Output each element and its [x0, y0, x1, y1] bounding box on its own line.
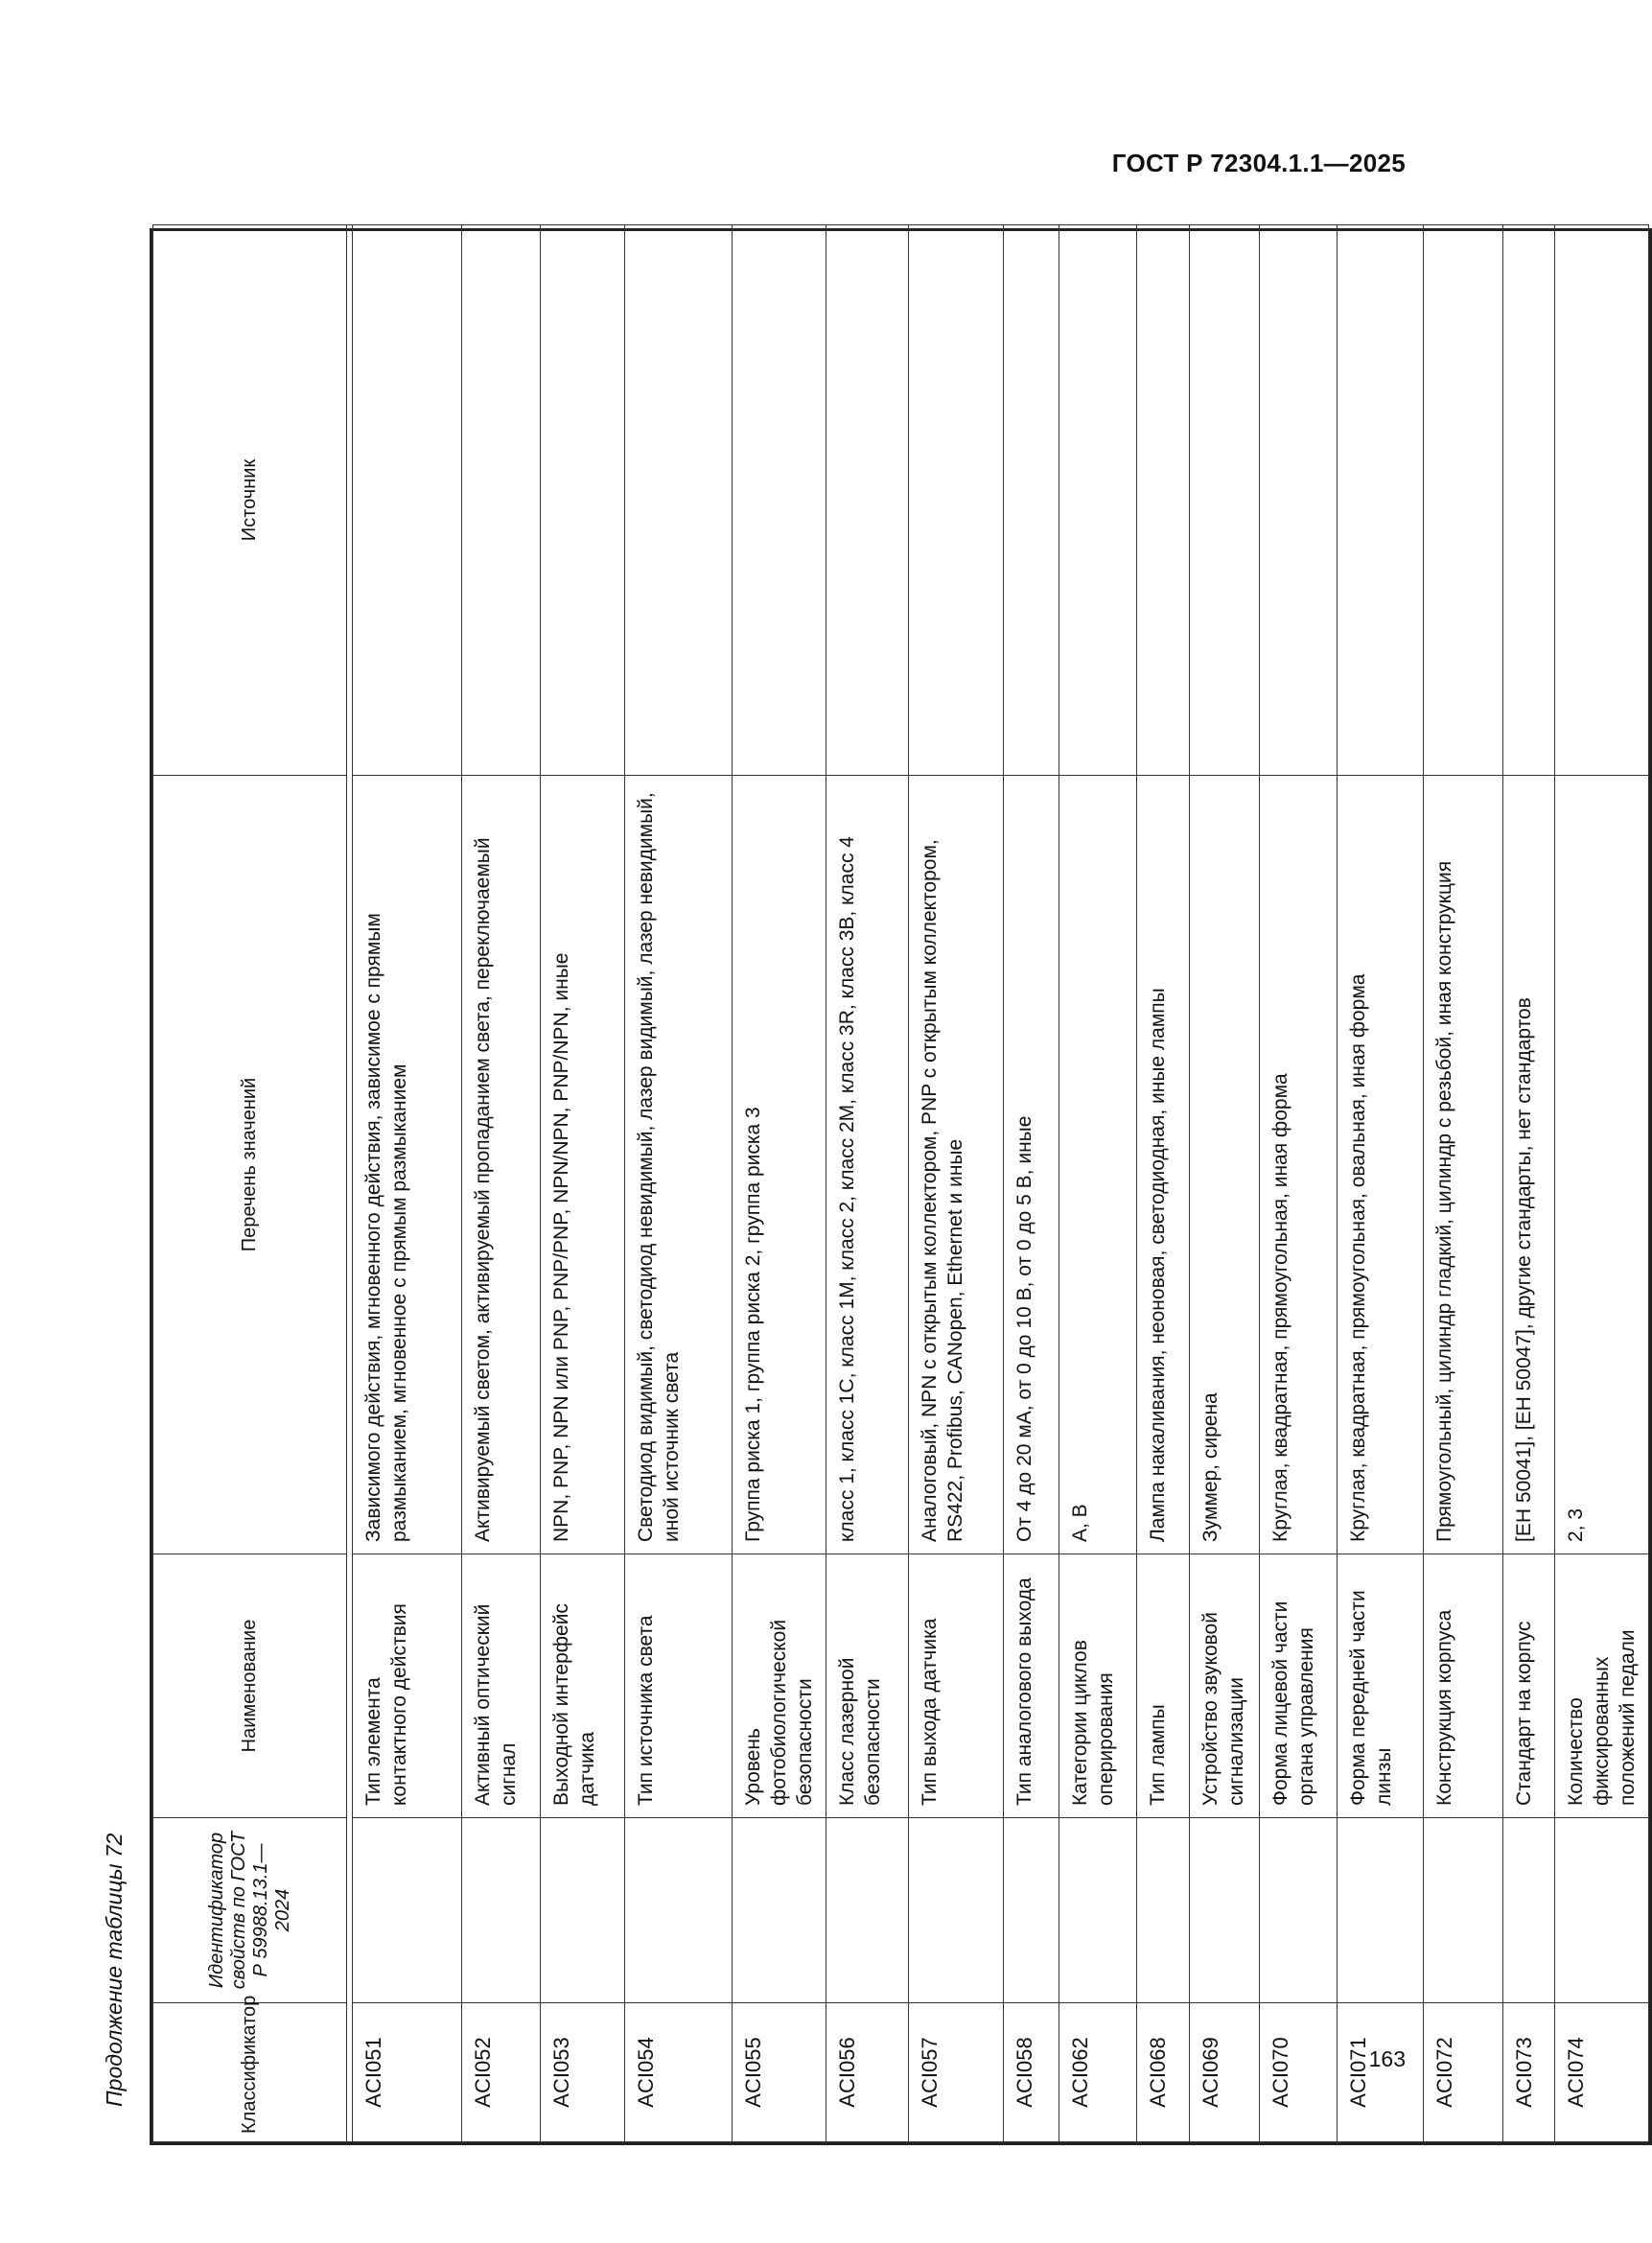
cell-source — [1555, 225, 1649, 776]
cell-values: Группа риска 1, группа риска 2, группа риска 3 — [733, 776, 826, 1554]
properties-table — [152, 224, 1649, 2142]
cell-source — [909, 225, 1004, 776]
table-body — [353, 225, 1649, 2142]
cell-values: Круглая, квадратная, прямоугольная, овальная, иная форма — [1338, 776, 1424, 1554]
cell-source — [1137, 225, 1190, 776]
cell-code: ACI058 — [1004, 2003, 1059, 2142]
cell-source — [1059, 225, 1137, 776]
table-row — [1190, 225, 1260, 2142]
cell-values: Зависимого действия, мгновенного действия, зависимое с прямым размыканием, мгновенное с прямым размыканием — [353, 776, 462, 1554]
table-row — [1503, 225, 1555, 2142]
cell-source — [1260, 225, 1338, 776]
cell-name: Форма передней части линзы — [1338, 1554, 1424, 1818]
cell-id — [541, 1818, 625, 2003]
cell-code: ACI069 — [1190, 2003, 1260, 2142]
cell-id — [1059, 1818, 1137, 2003]
cell-code: ACI051 — [353, 2003, 462, 2142]
table-row — [1260, 225, 1338, 2142]
cell-values: Круглая, квадратная, прямоугольная, иная форма — [1260, 776, 1338, 1554]
cell-source — [1424, 225, 1503, 776]
cell-name: Тип выхода датчика — [909, 1554, 1004, 1818]
cell-source — [1503, 225, 1555, 776]
cell-id — [733, 1818, 826, 2003]
cell-name: Количество фиксированных положений педали — [1555, 1554, 1649, 1818]
cell-name: Конструкция корпуса — [1424, 1554, 1503, 1818]
cell-id — [353, 1818, 462, 2003]
cell-source — [1004, 225, 1059, 776]
cell-id — [1137, 1818, 1190, 2003]
table-row — [625, 225, 733, 2142]
cell-values: Светодиод видимый, светодиод невидимый, лазер видимый, лазер невидимый, иной источник света — [625, 776, 733, 1554]
table-row — [1555, 225, 1649, 2142]
table-row — [909, 225, 1004, 2142]
column-header: Перечень значений — [153, 776, 347, 1554]
cell-source — [733, 225, 826, 776]
cell-values: Лампа накаливания, неоновая, светодиодная, иные лампы — [1137, 776, 1190, 1554]
cell-values: А, В — [1059, 776, 1137, 1554]
cell-source — [462, 225, 541, 776]
cell-name: Тип источника света — [625, 1554, 733, 1818]
cell-values: Аналоговый, NPN с открытым коллектором, PNP с открытым коллектором, RS422, Profibus, CANopen, Ethernet и иные — [909, 776, 1004, 1554]
cell-source — [826, 225, 909, 776]
cell-name: Тип элемента контактного действия — [353, 1554, 462, 1818]
cell-id — [1190, 1818, 1260, 2003]
cell-name: Тип лампы — [1137, 1554, 1190, 1818]
cell-id — [826, 1818, 909, 2003]
cell-source — [541, 225, 625, 776]
table-row — [733, 225, 826, 2142]
cell-code: ACI073 — [1503, 2003, 1555, 2142]
cell-id — [1004, 1818, 1059, 2003]
table-row — [1424, 225, 1503, 2142]
cell-values: Зуммер, сирена — [1190, 776, 1260, 1554]
cell-id — [1424, 1818, 1503, 2003]
cell-values: NPN, PNP, NPN или PNP, PNP/PNP, NPN/NPN, PNP/NPN, иные — [541, 776, 625, 1554]
cell-values: Активируемый светом, активируемый пропаданием света, переключаемый — [462, 776, 541, 1554]
cell-values: класс 1, класс 1C, класс 1M, класс 2, класс 2M, класс 3R, класс 3B, класс 4 — [826, 776, 909, 1554]
table-row — [826, 225, 909, 2142]
table-row — [462, 225, 541, 2142]
cell-code: ACI055 — [733, 2003, 826, 2142]
cell-code: ACI052 — [462, 2003, 541, 2142]
cell-source — [1338, 225, 1424, 776]
cell-values: От 4 до 20 мА, от 0 до 10 В, от 0 до 5 В, иные — [1004, 776, 1059, 1554]
table-row — [1137, 225, 1190, 2142]
cell-name: Тип аналогового выхода — [1004, 1554, 1059, 1818]
cell-source — [625, 225, 733, 776]
cell-code: ACI053 — [541, 2003, 625, 2142]
table-frame — [150, 228, 1652, 2145]
cell-code: ACI070 — [1260, 2003, 1338, 2142]
cell-code: ACI062 — [1059, 2003, 1137, 2142]
table-row — [1004, 225, 1059, 2142]
table-row — [353, 225, 462, 2142]
cell-id — [1260, 1818, 1338, 2003]
table-caption: Продолжение таблицы 72 — [102, 1833, 127, 2107]
document-id: ГОСТ Р 72304.1.1—2025 — [1111, 149, 1406, 177]
cell-id — [1555, 1818, 1649, 2003]
cell-code: ACI071 — [1338, 2003, 1424, 2142]
cell-code: ACI068 — [1137, 2003, 1190, 2142]
column-header: Классификатор — [153, 2003, 347, 2142]
table-row — [541, 225, 625, 2142]
cell-code: ACI074 — [1555, 2003, 1649, 2142]
cell-id — [1503, 1818, 1555, 2003]
cell-values: [ЕН 50041], [ЕН 50047], другие стандарты, нет стандартов — [1503, 776, 1555, 1554]
table-row — [1338, 225, 1424, 2142]
cell-source — [1190, 225, 1260, 776]
cell-name: Устройство звуковой сигнализации — [1190, 1554, 1260, 1818]
cell-name: Выходной интерфейс датчика — [541, 1554, 625, 1818]
cell-name: Класс лазерной безопасности — [826, 1554, 909, 1818]
cell-code: ACI056 — [826, 2003, 909, 2142]
cell-code: ACI054 — [625, 2003, 733, 2142]
cell-source — [353, 225, 462, 776]
cell-code: ACI057 — [909, 2003, 1004, 2142]
cell-name: Форма лицевой части органа управления — [1260, 1554, 1338, 1818]
column-header: Источник — [153, 225, 347, 776]
cell-name: Стандарт на корпус — [1503, 1554, 1555, 1818]
page-number: 163 — [1368, 2046, 1406, 2071]
cell-name: Категории циклов оперирования — [1059, 1554, 1137, 1818]
table-header-row — [153, 225, 347, 2142]
cell-values: 2, 3 — [1555, 776, 1649, 1554]
cell-name: Активный оптический сигнал — [462, 1554, 541, 1818]
cell-name: Уровень фотобиологической безопасности — [733, 1554, 826, 1818]
column-header: Идентификатор свойств по ГОСТ Р 59988.13.1—2024 — [153, 1818, 347, 2003]
cell-values: Прямоугольный, цилиндр гладкий, цилиндр с резьбой, иная конструкция — [1424, 776, 1503, 1554]
cell-code: ACI072 — [1424, 2003, 1503, 2142]
cell-id — [909, 1818, 1004, 2003]
column-header: Наименование — [153, 1554, 347, 1818]
cell-id — [625, 1818, 733, 2003]
cell-id — [462, 1818, 541, 2003]
table-row — [1059, 225, 1137, 2142]
cell-id — [1338, 1818, 1424, 2003]
